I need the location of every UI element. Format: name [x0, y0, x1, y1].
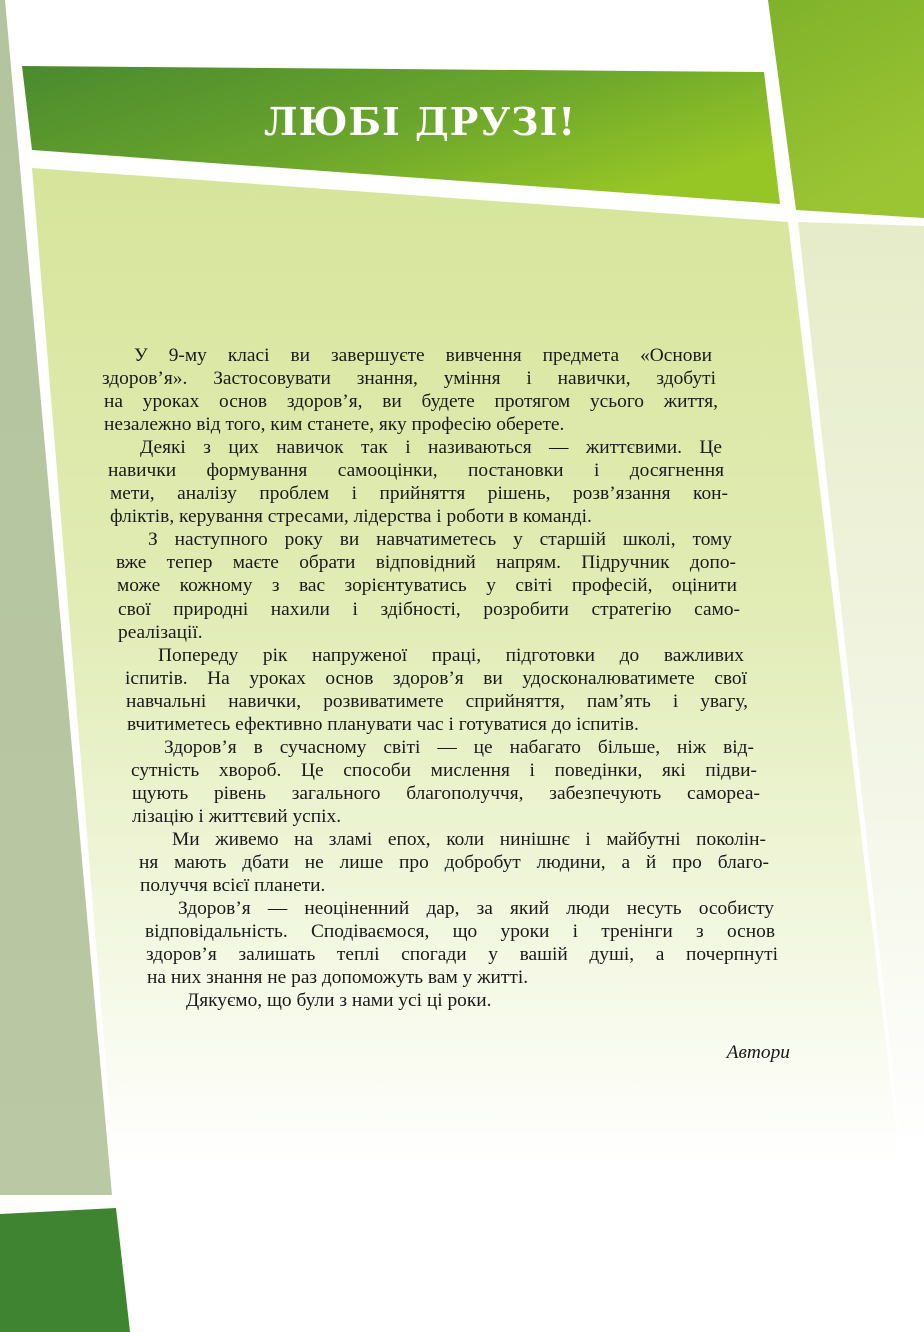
text-line: лізацію і життєвий успіх.	[132, 805, 342, 827]
text-line: Ми живемо на зламі епох, коли нинішнє і майбутні поколін-	[172, 828, 766, 850]
text-line: реалізації.	[118, 621, 203, 643]
text-line: Здоров’я в сучасному світі — це набагато більше, ніж від-	[164, 736, 754, 758]
text-line: Здоров’я — неоціненний дар, за який люди несуть особисту	[178, 898, 774, 920]
text-line: получчя всієї планети.	[140, 875, 326, 897]
text-line: ня мають дбати не лише про добробут людини, а й про благо-	[139, 852, 769, 874]
text-line: Попереду рік напруженої праці, підготовки до важливих	[158, 644, 744, 666]
text-line: незалежно від того, ким станете, яку професію оберете.	[104, 414, 565, 436]
text-line: З наступного року ви навчатиметесь у старшій школі, тому	[148, 529, 732, 551]
signature-authors: Автори	[726, 1042, 790, 1063]
text-line: вчитиметесь ефективно планувати час і готуватися до іспитів.	[127, 713, 639, 735]
text-line: на уроках основ здоров’я, ви будете протягом усього життя,	[104, 391, 718, 413]
text-line: щують рівень загального благополуччя, забезпечують самореа-	[132, 782, 760, 804]
text-line: У 9-му класі ви завершуєте вивчення предмета «Основи	[134, 345, 712, 366]
text-line: свої природні нахили і здібності, розробити стратегію само-	[118, 598, 740, 620]
text-line: Деякі з цих навичок так і називаються — життєвими. Це	[140, 437, 722, 459]
text-line: навички формування самооцінки, постановки і досягнення	[108, 460, 724, 482]
page-title: ЛЮБІ ДРУЗІ!	[263, 99, 577, 144]
text-line: може кожному з вас зорієнтуватись у світі професій, оцінити	[117, 575, 737, 597]
text-line: мети, аналізу проблем і прийняття рішень, розв’язання кон-	[110, 483, 728, 505]
text-line: іспитів. На уроках основ здоров’я ви удосконалюватимете свої	[125, 667, 747, 689]
top-right-block-shape	[768, 0, 924, 218]
text-line: відповідальність. Сподіваємося, що уроки і тренінги з основ	[145, 921, 775, 943]
foreword-text	[0, 344, 924, 1012]
text-line: Дякуємо, що були з нами усі ці роки.	[186, 990, 492, 1012]
text-line: на них знання не раз допоможуть вам у житті.	[147, 967, 529, 989]
text-line: здоров’я залишать теплі спогади у вашій душі, а почерпнуті	[146, 944, 778, 966]
text-line: вже тепер маєте обрати відповідний напрям. Підручник допо-	[116, 552, 736, 574]
text-line: сутність хвороб. Це способи мислення і поведінки, які підви-	[131, 759, 757, 781]
text-line: здоров’я». Застосовувати знання, уміння і навички, здобуті	[102, 368, 716, 390]
text-line: фліктів, керування стресами, лідерства і роботи в команді.	[110, 506, 592, 528]
bottom-left-corner-shape	[0, 1208, 130, 1332]
text-line: навчальні навички, розвиватимете сприйняття, пам’ять і увагу,	[126, 690, 748, 712]
